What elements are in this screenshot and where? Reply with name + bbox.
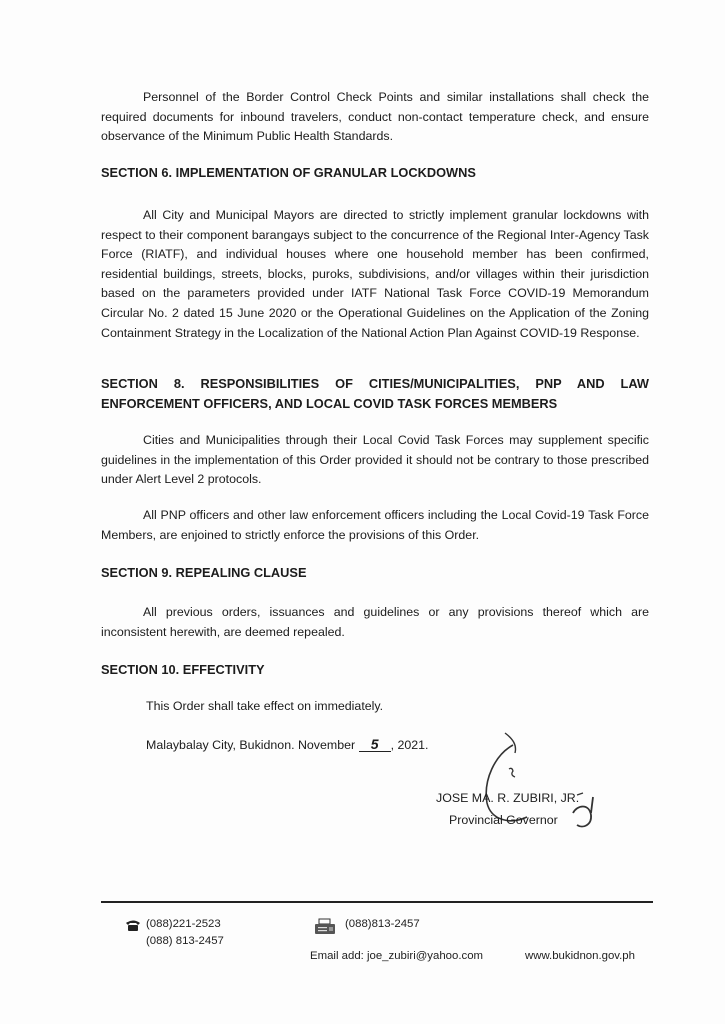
heading-section-10: SECTION 10. EFFECTIVITY bbox=[101, 662, 265, 677]
dateline-day: 5 bbox=[359, 737, 391, 752]
footer-divider bbox=[101, 901, 653, 903]
heading-section-6: SECTION 6. IMPLEMENTATION OF GRANULAR LOCKDOWNS bbox=[101, 165, 476, 180]
paragraph-repealing: All previous orders, issuances and guidelines or any provisions thereof which are inconsistent herewith, are deemed repealed. bbox=[101, 605, 649, 639]
handwritten-signature bbox=[465, 725, 615, 845]
footer-phone-1: (088)221-2523 bbox=[146, 918, 221, 930]
footer-fax: (088)813-2457 bbox=[345, 918, 420, 930]
dateline-year: , 2021. bbox=[390, 738, 429, 752]
signatory-name: JOSE MA. R. ZUBIRI, JR. bbox=[436, 791, 580, 805]
heading-section-9: SECTION 9. REPEALING CLAUSE bbox=[101, 565, 307, 580]
paragraph-granular-lockdowns: All City and Municipal Mayors are directed to strictly implement granular lockdowns with respect to their component barangays subject to the concurrence of the Regional Inter-Agency Task Force (RIATF), and individual houses where one household member has been confirmed, residential buildings, streets, blocks, puroks, subdivisions, and/or villages within their jurisdiction based on the parameters provided under IATF National Task Force COVID-19 Memorandum Circular No. 2 dated 15 June 2020 or the Operational Guidelines on the Application of the Zoning Containment Strategy in the Localization of the National Action Plan Against COVID-19 Response. bbox=[101, 208, 649, 340]
signatory-title: Provincial Governor bbox=[449, 813, 558, 827]
heading-section-8: SECTION 8. RESPONSIBILITIES OF CITIES/MUNICIPALITIES, PNP AND LAW ENFORCEMENT OFFICERS, AND LOCAL COVID TASK FORCES MEMBERS bbox=[101, 376, 649, 411]
paragraph-cities-municipalities: Cities and Municipalities through their Local Covid Task Forces may supplement specific guidelines in the implementation of this Order provided it should not be contrary to those prescribed under Alert Level 2 protocols. bbox=[101, 433, 649, 487]
paragraph-pnp-officers: All PNP officers and other law enforcement officers including the Local Covid-19 Task Force Members, are enjoined to strictly enforce the provisions of this Order. bbox=[101, 508, 649, 542]
dateline-prefix: Malaybalay City, Bukidnon. November bbox=[146, 738, 356, 752]
effectivity-statement: This Order shall take effect on immediately. bbox=[146, 699, 384, 713]
footer-website[interactable]: www.bukidnon.gov.ph bbox=[525, 950, 635, 962]
footer-phone-2: (088) 813-2457 bbox=[146, 935, 224, 947]
telephone-icon bbox=[125, 919, 141, 932]
footer-email[interactable]: Email add: joe_zubiri@yahoo.com bbox=[310, 950, 484, 962]
dateline bbox=[146, 737, 429, 752]
fax-machine-icon bbox=[313, 918, 337, 936]
paragraph-border-control: Personnel of the Border Control Check Points and similar installations shall check the required documents for inbound travelers, conduct non-contact temperature check, and ensure observance of the Minimum Public Health Standards. bbox=[101, 90, 649, 144]
